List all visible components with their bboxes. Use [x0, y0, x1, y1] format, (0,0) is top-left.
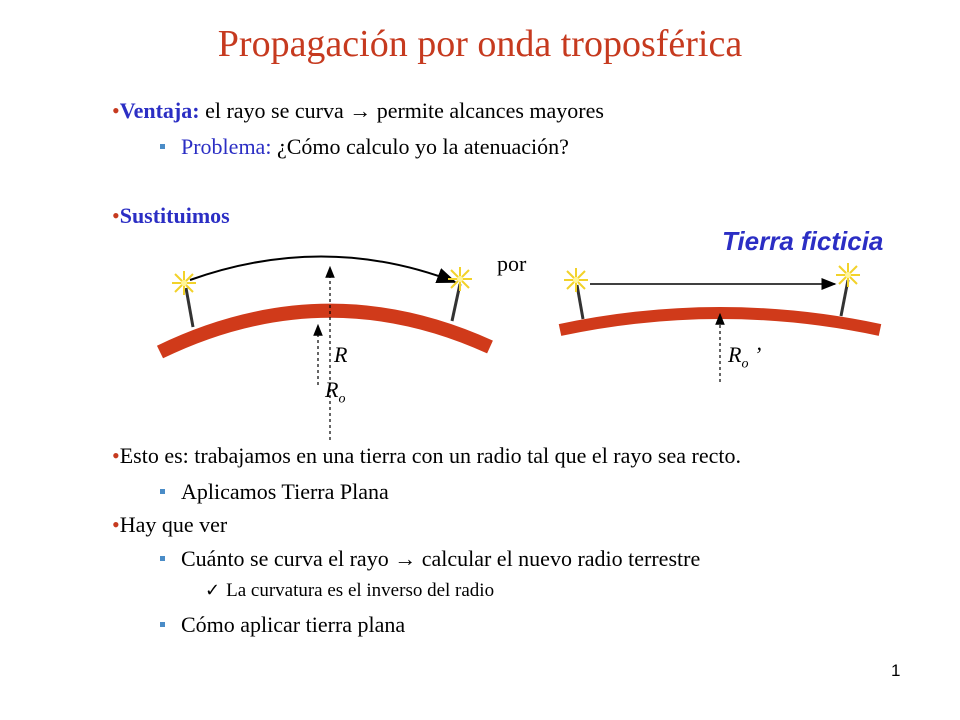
bullet-dot: • [112, 98, 120, 123]
checkmark-icon: ✓ [205, 580, 221, 601]
bullet-dot: • [112, 443, 120, 468]
problema-label: Problema: [181, 134, 272, 159]
esto-es-text: Esto es: trabajamos en una tierra con un radio tal que el rayo sea recto. [119, 443, 741, 468]
check-curvatura [205, 580, 494, 602]
bullet-dot: • [112, 512, 120, 537]
r0p-main: R [728, 342, 742, 367]
tierra-ficticia-label: Tierra ficticia [722, 226, 884, 256]
bullet-hay-que-ver [112, 512, 227, 538]
r0-main: R [325, 377, 339, 402]
slide-title: Propagación por onda troposférica [217, 23, 743, 65]
bullet-esto-es [112, 443, 741, 469]
aplicamos-text: Aplicamos Tierra Plana [181, 479, 389, 504]
square-bullet [160, 622, 165, 627]
radius-r0-label [325, 377, 345, 407]
curved-ray [190, 256, 455, 282]
r0p-sub: o [741, 356, 749, 372]
ventaja-label: Ventaja: [119, 98, 200, 123]
antenna-icon [836, 263, 860, 316]
antenna-icon [448, 267, 472, 321]
subbullet-cuanto [160, 546, 700, 572]
curved-earth [160, 311, 490, 352]
radius-r0prime-label [728, 342, 761, 372]
ventaja-text: el rayo se curva → permite alcances mayores [199, 98, 604, 123]
curvatura-text: La curvatura es el inverso del radio [226, 580, 495, 601]
radius-r-label: R [334, 342, 348, 367]
por-label: por [497, 251, 527, 276]
sustituimos-label: Sustituimos [119, 203, 230, 228]
bullet-dot: • [112, 203, 120, 228]
square-bullet [160, 556, 165, 561]
square-bullet [160, 489, 165, 494]
como-text: Cómo aplicar tierra plana [181, 612, 406, 637]
r0-sub: o [338, 391, 346, 407]
problema-text: ¿Cómo calculo yo la atenuación? [271, 134, 569, 159]
r0p-prime: ’ [748, 342, 762, 367]
hay-que-ver-text: Hay que ver [119, 512, 228, 537]
antenna-icon [564, 268, 588, 319]
page-number: 1 [891, 661, 901, 680]
subbullet-como [160, 612, 405, 638]
subbullet-aplicamos [160, 479, 389, 505]
cuanto-text: Cuánto se curva el rayo → calcular el nuevo radio terrestre [181, 546, 701, 571]
